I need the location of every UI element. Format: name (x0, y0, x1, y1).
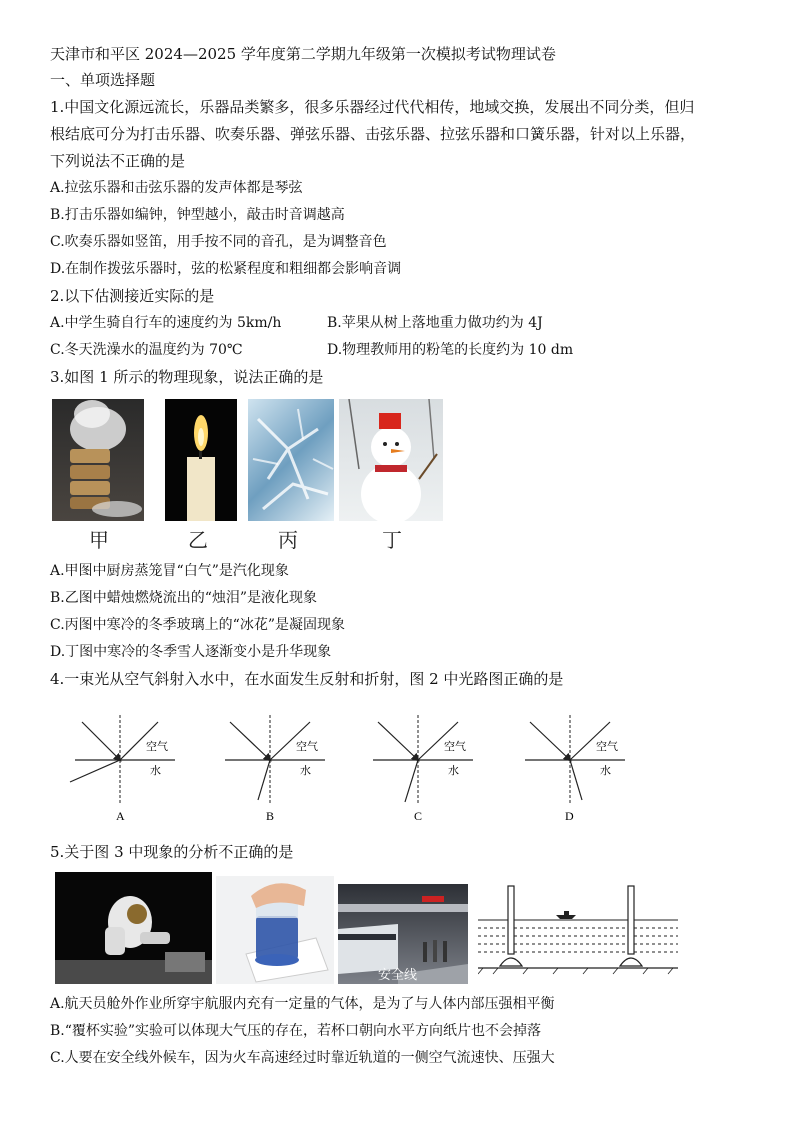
figure-1-caption-ding: 丁 (382, 528, 402, 552)
figure-1-caption-yi: 乙 (188, 528, 208, 552)
page-title: 天津市和平区 2024—2025 学年度第二学期九年级第一次模拟考试物理试卷 (50, 45, 556, 63)
diagram-d (525, 715, 625, 823)
q1-option-d: D.在制作拨弦乐器时，弦的松紧程度和粗细都会影响音调 (50, 261, 402, 277)
question-2-stem: 2.以下估测接近实际的是 (50, 287, 215, 305)
q1-option-c: C.吹奏乐器如竖笛，用手按不同的音孔，是为调整音色 (50, 234, 387, 250)
section-title: 一、单项选择题 (50, 71, 156, 89)
q2-option-c: C.冬天洗澡水的温度约为 70℃ (50, 342, 243, 358)
diagram-b-air-label: 空气 (296, 740, 318, 753)
diagram-c-label: C (414, 809, 423, 823)
diagram-a-air-label: 空气 (146, 740, 168, 753)
diagram-b-water-label: 水 (300, 764, 311, 777)
q3-option-d: D.丁图中寒冷的冬季雪人逐渐变小是升华现象 (50, 644, 332, 660)
diagram-d-label: D (565, 809, 574, 823)
q5-option-c: C.人要在安全线外候车，因为火车高速经过时靠近轨道的一侧空气流速快、压强大 (50, 1050, 555, 1066)
q2-option-b: B.苹果从树上落地重力做功约为 4J (327, 315, 543, 331)
train-platform-photo (338, 884, 468, 984)
diagram-c (373, 715, 473, 823)
diagram-a (70, 715, 175, 823)
diagram-a-water-label: 水 (150, 764, 161, 777)
question-1-line-1: 1.中国文化源远流长，乐器品类繁多，很多乐器经过代代相传，地域交换，发展出不同分类，但归 (50, 98, 695, 116)
question-4-stem: 4.一束光从空气斜射入水中，在水面发生反射和折射，图 2 中光路图正确的是 (50, 670, 564, 688)
q3-option-c: C.丙图中寒冷的冬季玻璃上的“冰花”是凝固现象 (50, 617, 345, 633)
question-1-line-2: 根结底可分为打击乐器、吹奏乐器、弹弦乐器、击弦乐器、拉弦乐器和口簧乐器，针对以上乐器， (50, 125, 696, 143)
diagram-c-air-label: 空气 (444, 740, 466, 753)
question-5-stem: 5.关于图 3 中现象的分析不正确的是 (50, 843, 294, 861)
safety-line-text: 安全线 (378, 968, 418, 983)
diagram-d-air-label: 空气 (596, 740, 618, 753)
question-1-line-3: 下列说法不正确的是 (50, 152, 186, 170)
q5-option-b: B.“覆杯实验”实验可以体现大气压的存在，若杯口朝向水平方向纸片也不会掉落 (50, 1023, 542, 1039)
diagram-b-label: B (266, 809, 275, 823)
astronaut-photo (55, 872, 212, 984)
overturned-cup-photo (216, 876, 334, 984)
diagram-b (225, 715, 325, 823)
diagram-a-label: A (116, 809, 125, 823)
q1-option-a: A.拉弦乐器和击弦乐器的发声体都是琴弦 (50, 180, 303, 196)
candle-photo (165, 399, 237, 521)
figure-2-light-path-diagrams (60, 710, 680, 830)
diagram-c-water-label: 水 (448, 764, 459, 777)
q3-option-b: B.乙图中蜡烛燃烧流出的“烛泪”是液化现象 (50, 590, 318, 606)
q2-option-a: A.中学生骑自行车的速度约为 5km/h (50, 315, 282, 331)
figure-1-caption-bing: 丙 (278, 528, 298, 552)
frost-photo (248, 399, 334, 521)
question-3-stem: 3.如图 1 所示的物理现象，说法正确的是 (50, 368, 324, 386)
q3-option-a: A.甲图中厨房蒸笼冒“白气”是汽化现象 (50, 563, 289, 579)
figure-1-caption-jia: 甲 (89, 528, 109, 552)
steamer-photo (52, 399, 144, 521)
submarine-water-diagram (478, 884, 682, 976)
diagram-d-water-label: 水 (600, 764, 611, 777)
q5-option-a: A.航天员舱外作业所穿宇航服内充有一定量的气体，是为了与人体内部压强相平衡 (50, 996, 555, 1012)
snowman-photo (339, 399, 443, 521)
q2-option-d: D.物理教师用的粉笔的长度约为 10 dm (327, 342, 574, 358)
q1-option-b: B.打击乐器如编钟，钟型越小，敲击时音调越高 (50, 207, 345, 223)
